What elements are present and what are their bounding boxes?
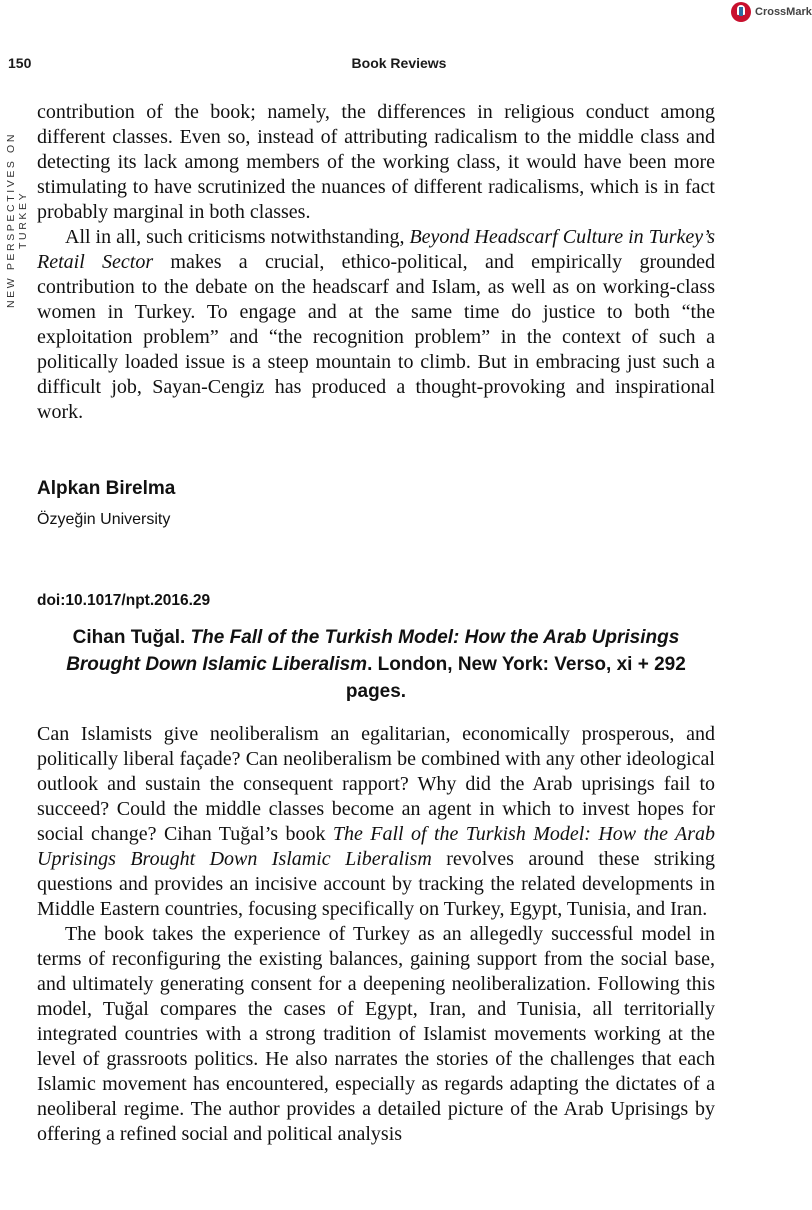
review1-paragraph-1: contribution of the book; namely, the differences in religious conduct among different classes. Even so, instead of attributing radicalism to the middle class and detecting its lack among members of the working class, it would have been more stimulating to have scrutinized the nuances of different radicalisms, which is in fact probably marginal in both classes. bbox=[37, 101, 715, 223]
review1-paragraph-2 bbox=[37, 225, 715, 425]
crossmark-logo[interactable] bbox=[731, 2, 812, 22]
review1-book-title: Beyond Headscarf Culture in Turkey’s Retail Sector bbox=[37, 226, 715, 273]
review2-book-title: The Fall of the Turkish Model: How the Arab Uprisings Brought Down Islamic Liberalism bbox=[37, 823, 716, 870]
review1-body bbox=[37, 100, 715, 425]
running-head: Book Reviews bbox=[351, 55, 447, 71]
reviewer-name: Alpkan Birelma bbox=[37, 478, 176, 499]
doi-link[interactable]: doi:10.1017/npt.2016.29 bbox=[37, 592, 211, 609]
crossmark-icon bbox=[731, 2, 751, 22]
review2-paragraph-2: The book takes the experience of Turkey as an allegedly successful model in terms of reconfiguring the existing balances, gaining support from the social base, and ultimately generating consent for a deepening neoliberalization. Following this model, Tuğal compares the cases of Egypt, Iran, and Tunisia, all territorially integrated countries with a strong tradition of Islamist movements working at the level of grassroots politics. He also narrates the stories of the challenges that each Islamic movement has encountered, especially as regards adapting the dictates of a neoliberal regime. The author provides a detailed picture of the Arab Uprisings by offering a refined social and political analysis bbox=[37, 923, 715, 1145]
crossmark-label: CrossMark bbox=[755, 6, 812, 18]
page-header bbox=[8, 55, 790, 77]
review2-paragraph-1-lead: Can Islamists give neoliberalism an egalitarian, economically prosperous, and politically liberal façade? Can neoliberalism be combined with any other ideological outlook and sustain the consequent rapport? Why did the Arab uprisings fail to succeed? Could the middle classes become an agent in which to invest hopes for social change? Cihan Tuğal’s book bbox=[37, 723, 715, 845]
book-citation bbox=[37, 624, 715, 705]
journal-name-vertical: NEW PERSPECTIVES ON TURKEY bbox=[5, 132, 29, 309]
reviewer-affiliation: Özyeğin University bbox=[37, 511, 171, 528]
page-number: 150 bbox=[8, 55, 32, 71]
citation-publisher: . London, New York: Verso, xi + 292 pages. bbox=[345, 654, 686, 702]
review2-paragraph-1 bbox=[37, 722, 715, 922]
review1-paragraph-2-rest: makes a crucial, ethico-political, and empirically grounded contribution to the debate on the headscarf and Islam, as well as on working-class women in Turkey. To engage and at the same time do justice to both “the exploitation problem” and “the recognition problem” in the context of such a politically loaded issue is a steep mountain to climb. But in embracing just such a difficult job, Sayan-Cengiz has produced a thought-provoking and inspirational work. bbox=[37, 251, 715, 423]
review2-paragraph-1-rest: revolves around these striking questions and provides an incisive account by tracking the related developments in Middle Eastern countries, focusing specifically on Turkey, Egypt, Tunisia, and Iran. bbox=[37, 848, 715, 920]
review2-body bbox=[37, 722, 715, 1147]
citation-author: Cihan Tuğal. bbox=[72, 627, 186, 648]
review1-paragraph-2-lead: All in all, such criticisms notwithstanding, bbox=[65, 226, 410, 248]
citation-title: The Fall of the Turkish Model: How the Arab Uprisings Brought Down Islamic Liberalism bbox=[66, 627, 680, 675]
